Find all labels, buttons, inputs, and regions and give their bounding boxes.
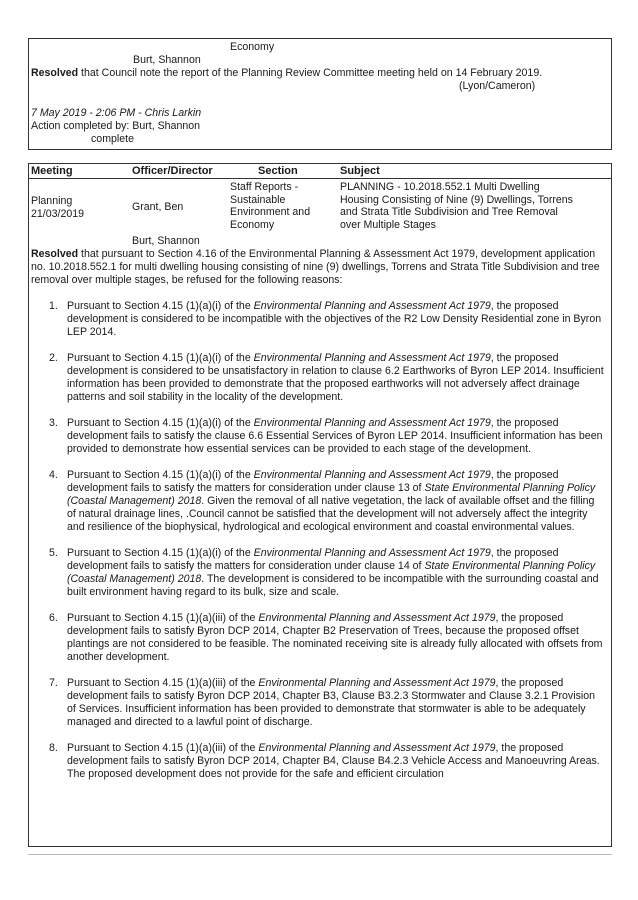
section-line: Staff Reports - — [230, 181, 299, 193]
movers: (Lyon/Cameron) — [459, 80, 536, 92]
meeting-cell — [31, 195, 84, 220]
reason-text: , the proposed development fails to satisfy Byron DCP 2014, Chapter B2 Preservation of Trees, because the proposed offset plantings are not considered to be feasible. The nominated receiving site is already fully allocated with offsets from another development. — [67, 612, 603, 663]
reason-number: 4. — [49, 469, 58, 481]
act-name: Environmental Planning and Assessment Act 1979 — [253, 547, 491, 559]
reason-item — [29, 352, 605, 404]
header-meeting: Meeting — [31, 165, 73, 177]
subject-line: and Strata Title Subdivision and Tree Removal — [340, 206, 558, 218]
resolution-body: that pursuant to Section 4.16 of the Environmental Planning & Assessment Act 1979, development application no. 10.2018.552.1 for multi dwelling housing consisting of nine (9) dwellings, Torrens and Strata Title Subdivision and tree removal over multiple stages, be refused for the following reasons: — [31, 248, 600, 286]
resolution-paragraph — [31, 248, 605, 287]
meeting-date: 21/03/2019 — [31, 207, 85, 220]
reason-text: , the proposed development fails to satisfy the matters for consideration under clause 13 of — [67, 469, 559, 494]
reason-text: , the proposed development fails to satisfy Byron DCP 2014, Chapter B3, Clause B3.2.3 Stormwater and Clause 3.2.1 Provision of Services. Insufficient information has been provided to demonstrate that stormwater is able to be adequately managed and directed to a lawful point of discharge. — [67, 677, 596, 728]
reason-text: . The development is considered to be incompatible with the surrounding coastal and built environment having regard to its bulk, size and scale. — [67, 573, 599, 598]
reason-text: Pursuant to Section 4.15 (1)(a)(i) of the — [67, 469, 254, 481]
reason-number: 8. — [49, 742, 58, 754]
subject-line: over Multiple Stages — [340, 218, 436, 231]
header-officer: Officer/Director — [132, 165, 213, 177]
action-completed-by: Action completed by: Burt, Shannon — [31, 120, 201, 132]
reason-item — [29, 300, 605, 339]
section-line: Environment and — [230, 206, 311, 218]
reason-text: , the proposed development fails to satisfy Byron DCP 2014, Chapter B4, Clause B4.2.3 Vehicle Access and Manoeuvring Areas. The proposed development does not provide for the safe and efficient circulation — [67, 742, 600, 780]
reason-number: 1. — [49, 300, 58, 312]
reason-text: , the proposed development fails to satisfy the matters for consideration under clause 14 of — [67, 547, 559, 572]
reason-text: . Given the removal of all native vegetation, the lack of available offset and the filling of natural drainage lines, .Council cannot be satisfied that the development will not adversely affect the integrity and resilience of the biophysical, hydrological and ecological environment and coastal environmental values. — [67, 495, 595, 533]
act-name: Environmental Planning and Assessment Act 1979 — [258, 677, 496, 689]
resolved-label: Resolved — [31, 248, 79, 260]
meeting-name: Planning — [31, 195, 73, 207]
act-name: Environmental Planning and Assessment Act 1979 — [253, 417, 491, 429]
reason-text: Pursuant to Section 4.15 (1)(a)(iii) of the — [67, 677, 259, 689]
page-bottom-rule — [28, 854, 612, 855]
reason-item — [29, 742, 605, 781]
header-subject: Subject — [340, 165, 380, 177]
reason-number: 3. — [49, 417, 58, 429]
header-section: Section — [258, 165, 298, 177]
resolution-text — [31, 67, 542, 80]
act-name: Environmental Planning and Assessment Act 1979 — [258, 612, 496, 624]
act-name: Environmental Planning and Assessment Act 1979 — [258, 742, 496, 754]
reason-number: 2. — [49, 352, 58, 364]
table-header-row — [29, 164, 611, 179]
section-line: Sustainable — [230, 193, 286, 206]
reason-text: Pursuant to Section 4.15 (1)(a)(i) of the — [67, 352, 254, 364]
act-name: Environmental Planning and Assessment Act 1979 — [253, 352, 491, 364]
officer-cell: Grant, Ben — [132, 201, 184, 213]
reason-text: , the proposed development is considered to be unsatisfactory in relation to clause 6.2 Earthworks of Byron LEP 2014. Insufficient information has been provided to demonstrate that the proposed earthworks will not adversely affect drainage patterns and soil stability in the locality of the development. — [67, 352, 604, 403]
section-tail: Economy — [230, 41, 275, 53]
reasons-list — [29, 300, 605, 794]
act-name: Environmental Planning and Assessment Act 1979 — [253, 300, 491, 312]
reason-text: Pursuant to Section 4.15 (1)(a)(i) of the — [67, 300, 254, 312]
reason-number: 6. — [49, 612, 58, 624]
reason-number: 7. — [49, 677, 58, 689]
policy-name: State Environmental Planning Policy (Coastal Management) 2018 — [67, 560, 596, 585]
reason-text: Pursuant to Section 4.15 (1)(a)(i) of the — [67, 417, 254, 429]
section-cell — [230, 181, 310, 231]
officer-secondary: Burt, Shannon — [132, 235, 200, 247]
reason-item — [29, 677, 605, 729]
subject-line: PLANNING - 10.2018.552.1 Multi Dwelling — [340, 181, 540, 193]
reason-text: Pursuant to Section 4.15 (1)(a)(iii) of the — [67, 612, 259, 624]
previous-item-box — [28, 38, 612, 150]
officer-name: Burt, Shannon — [133, 54, 201, 66]
reason-text: , the proposed development fails to satisfy the clause 6.6 Essential Services of Byron LEP 2014. Insufficient information has been provided to demonstrate how essential services can be provided to each stage of the development. — [67, 417, 603, 455]
reason-item — [29, 469, 605, 534]
action-timestamp: 7 May 2019 - 2:06 PM - Chris Larkin — [31, 107, 202, 119]
policy-name: State Environmental Planning Policy (Coastal Management) 2018 — [67, 482, 596, 507]
resolved-label: Resolved — [31, 67, 79, 79]
planning-item-box — [28, 163, 612, 847]
subject-line: Housing Consisting of Nine (9) Dwellings, Torrens — [340, 193, 573, 206]
reason-item — [29, 417, 605, 456]
reason-item — [29, 547, 605, 599]
action-status: complete — [91, 133, 134, 145]
reason-text: Pursuant to Section 4.15 (1)(a)(iii) of the — [67, 742, 259, 754]
reason-number: 5. — [49, 547, 58, 559]
reason-text: , the proposed development is considered to be incompatible with the objectives of the R2 Low Density Residential zone in Byron LEP 2014. — [67, 300, 602, 338]
subject-cell — [340, 181, 573, 231]
resolved-body: that Council note the report of the Planning Review Committee meeting held on 14 February 2019. — [78, 67, 543, 79]
reason-item — [29, 612, 605, 664]
act-name: Environmental Planning and Assessment Act 1979 — [253, 469, 491, 481]
section-line: Economy — [230, 218, 275, 231]
reason-text: Pursuant to Section 4.15 (1)(a)(i) of the — [67, 547, 254, 559]
